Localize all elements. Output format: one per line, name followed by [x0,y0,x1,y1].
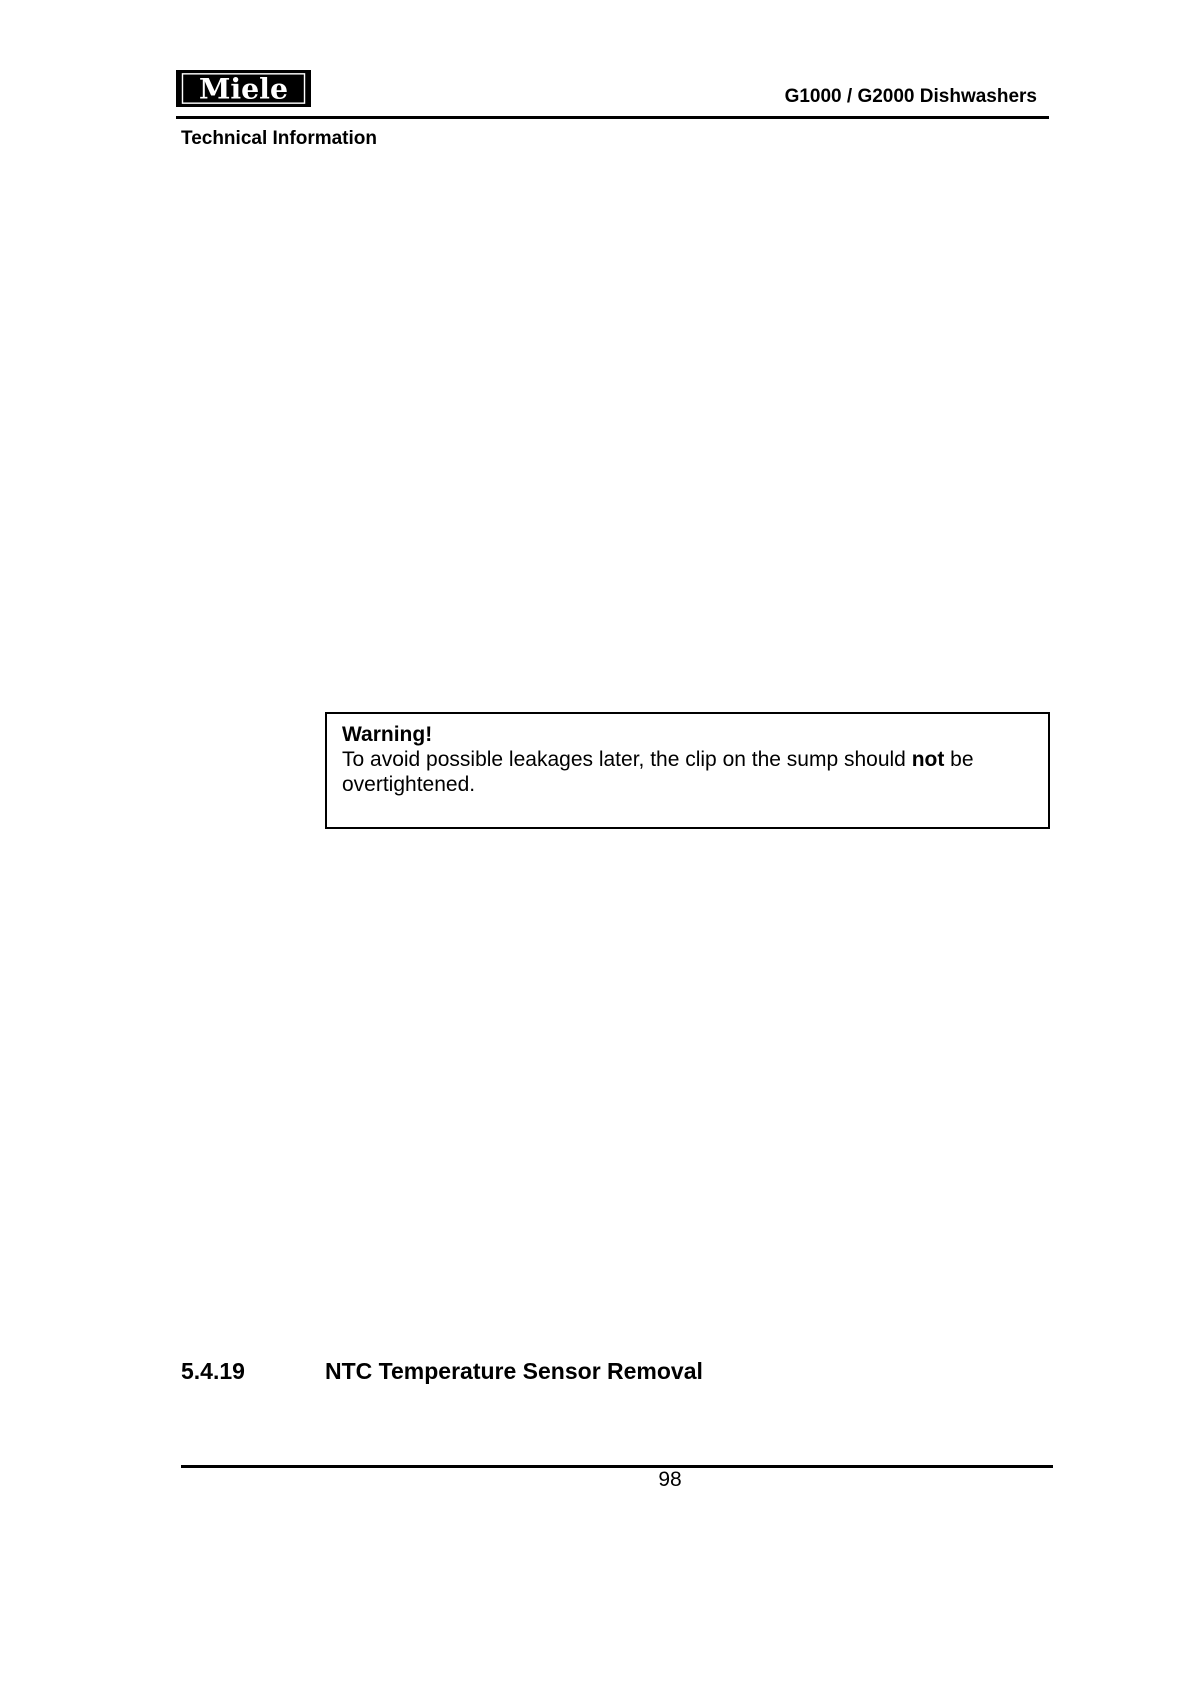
section-title: NTC Temperature Sensor Removal [325,1358,703,1384]
page-number: 98 [658,1468,682,1491]
section-number: 5.4.19 [181,1358,245,1384]
logo-text: Miele [198,71,289,106]
warning-text-before: To avoid possible leakages later, the clip on the sump should [342,748,912,771]
miele-logo [176,70,311,107]
warning-text-after: be overtightened. [342,748,974,796]
warning-box [325,712,1050,829]
section-label: Technical Information [181,128,378,149]
warning-title: Warning! [342,723,433,746]
document-title: G1000 / G2000 Dishwashers [784,86,1037,107]
header-divider [176,116,1049,119]
warning-emphasis: not [911,748,945,771]
